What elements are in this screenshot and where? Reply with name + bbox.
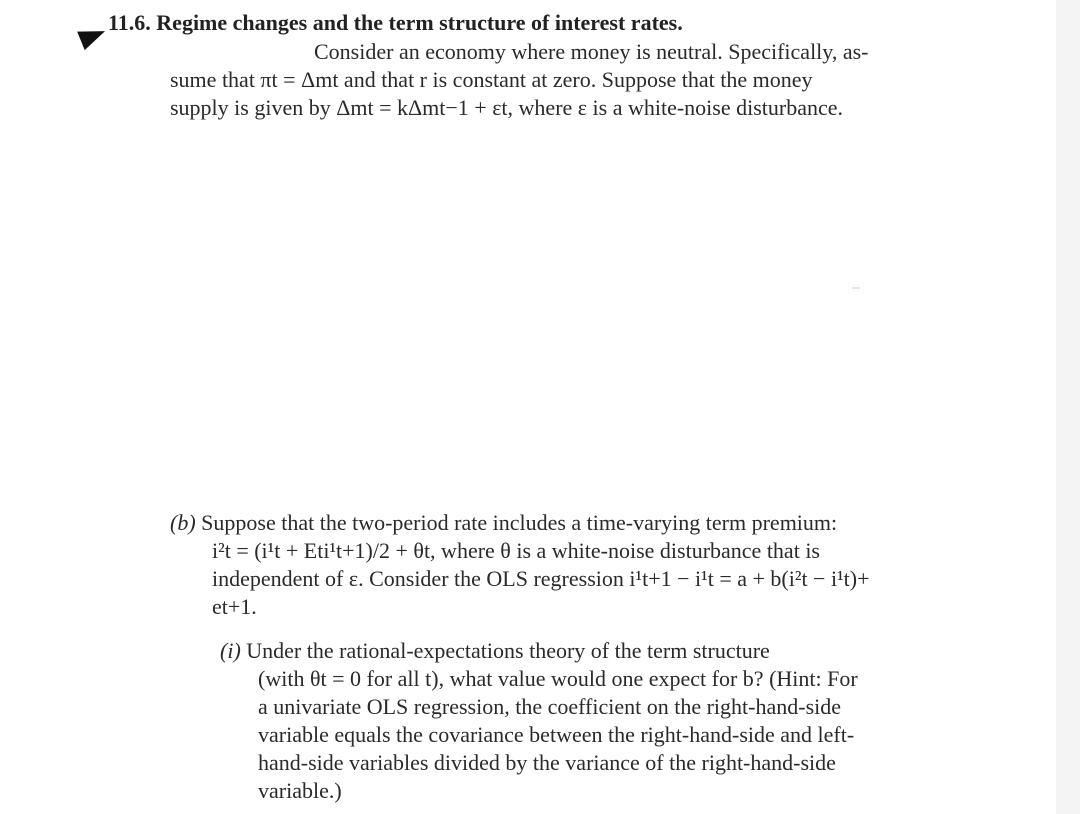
part-b-i (220, 637, 962, 805)
part-i-line-4: variable equals the covariance between the right-hand-side and left- (258, 722, 855, 747)
part-b (170, 509, 962, 621)
part-b-label: (b) (170, 510, 196, 535)
intro-line-3: supply is given by Δmt = kΔmt−1 + εt, where ε is a white-noise disturbance. (170, 95, 844, 120)
part-b-line-3: independent of ε. Consider the OLS regression i¹t+1 − i¹t = a + b(i²t − i¹t)+ (212, 566, 870, 591)
intro-line-2: sume that πt = Δmt and that r is constant at zero. Suppose that the money (170, 67, 813, 92)
part-i-label: (i) (220, 638, 241, 663)
part-i-line-6: variable.) (258, 778, 342, 803)
part-b-line-1: Suppose that the two-period rate includes a time-varying term premium: (201, 510, 838, 535)
part-i-line-2: (with θt = 0 for all t), what value would one expect for b? (Hint: For (258, 666, 858, 691)
part-i-line-1: Under the rational-expectations theory of the term structure (246, 638, 770, 663)
part-i-line-5: hand-side variables divided by the variance of the right-hand-side (258, 750, 836, 775)
mouse-pointer-icon (77, 22, 109, 50)
problem-intro (170, 38, 962, 122)
part-b-line-4: et+1. (212, 594, 257, 619)
intro-line-1: Consider an economy where money is neutral. Specifically, as- (314, 39, 869, 64)
scan-mark (852, 287, 860, 289)
part-i-line-3: a univariate OLS regression, the coefficient on the right-hand-side (258, 694, 842, 719)
part-b-line-2: i²t = (i¹t + Eti¹t+1)/2 + θt, where θ is a white-noise disturbance that is (212, 538, 820, 563)
problem-heading: 11.6. Regime changes and the term structure of interest rates. (108, 10, 683, 35)
page-edge (1056, 0, 1080, 814)
